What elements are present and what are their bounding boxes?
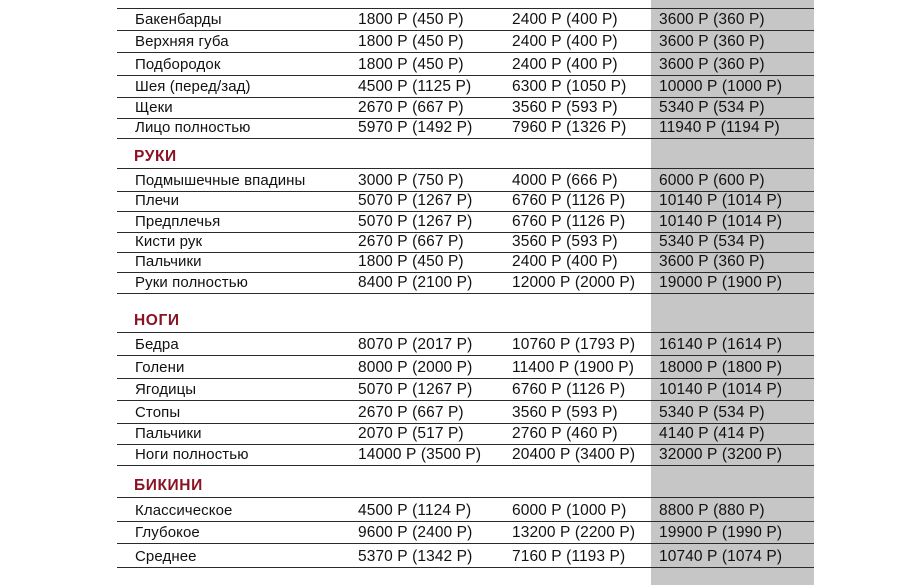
price-package-3: 18000 Р (1800 Р) [659,359,783,376]
price-package-3: 5340 Р (534 Р) [659,404,765,421]
price-package-2: 7160 Р (1193 Р) [512,548,626,565]
price-row [0,54,904,76]
price-package-2: 6760 Р (1126 Р) [512,381,626,398]
price-package-3: 8800 Р (880 Р) [659,502,765,519]
price-row [0,97,904,119]
service-name: Ноги полностью [135,446,249,463]
price-row [0,546,904,568]
price-package-2: 2400 Р (400 Р) [512,253,618,270]
service-name: Среднее [135,548,197,565]
price-package-1: 2670 Р (667 Р) [358,99,464,116]
row-divider [117,293,814,294]
price-package-1: 8400 Р (2100 Р) [358,274,473,291]
service-name: Стопы [135,404,181,421]
service-name: Ягодицы [135,381,197,398]
price-package-1: 5070 Р (1267 Р) [358,381,473,398]
price-package-2: 11400 Р (1900 Р) [512,359,634,376]
price-package-2: 13200 Р (2200 Р) [512,524,636,541]
price-row [0,31,904,53]
price-package-3: 3600 Р (360 Р) [659,33,765,50]
price-package-3: 11940 Р (1194 Р) [659,119,780,136]
service-name: Голени [135,359,185,376]
section-title: БИКИНИ [134,477,203,494]
row-divider [117,138,814,139]
price-package-1: 14000 Р (3500 Р) [358,446,482,463]
price-package-1: 2670 Р (667 Р) [358,233,464,250]
price-row [0,522,904,544]
price-row [0,444,904,466]
price-package-3: 10000 Р (1000 Р) [659,78,783,95]
price-package-2: 3560 Р (593 Р) [512,233,618,250]
section-divider [117,497,814,498]
section-title: НОГИ [134,312,180,329]
price-package-3: 19000 Р (1900 Р) [659,274,783,291]
price-row [0,211,904,233]
service-name: Бедра [135,336,179,353]
price-package-1: 2670 Р (667 Р) [358,404,464,421]
price-row [0,334,904,356]
service-name: Верхняя губа [135,33,229,50]
row-divider [117,567,814,568]
price-package-3: 16140 Р (1614 Р) [659,336,783,353]
price-package-3: 10140 Р (1014 Р) [659,381,783,398]
price-package-2: 3560 Р (593 Р) [512,404,618,421]
price-package-2: 12000 Р (2000 Р) [512,274,636,291]
row-divider [117,52,814,53]
section-divider [117,168,814,169]
price-package-2: 2400 Р (400 Р) [512,33,618,50]
price-package-2: 6000 Р (1000 Р) [512,502,627,519]
row-divider [117,400,814,401]
price-package-1: 1800 Р (450 Р) [358,11,464,28]
price-row [0,170,904,192]
price-package-1: 8070 Р (2017 Р) [358,336,473,353]
price-package-1: 1800 Р (450 Р) [358,33,464,50]
price-package-2: 20400 Р (3400 Р) [512,446,636,463]
price-package-2: 10760 Р (1793 Р) [512,336,636,353]
price-package-1: 1800 Р (450 Р) [358,56,464,73]
price-package-1: 5070 Р (1267 Р) [358,213,473,230]
price-package-2: 4000 Р (666 Р) [512,172,618,189]
price-package-3: 3600 Р (360 Р) [659,56,765,73]
price-package-3: 5340 Р (534 Р) [659,99,765,116]
price-package-3: 5340 Р (534 Р) [659,233,765,250]
price-package-3: 3600 Р (360 Р) [659,11,765,28]
service-name: Щеки [135,99,173,116]
price-package-1: 5070 Р (1267 Р) [358,192,473,209]
price-package-3: 6000 Р (600 Р) [659,172,765,189]
price-package-2: 6760 Р (1126 Р) [512,192,626,209]
price-row [0,231,904,253]
service-name: Классическое [135,502,233,519]
price-package-2: 3560 Р (593 Р) [512,99,618,116]
price-package-1: 5970 Р (1492 Р) [358,119,473,136]
service-name: Предплечья [135,213,221,230]
price-package-3: 32000 Р (3200 Р) [659,446,783,463]
service-name: Подбородок [135,56,221,73]
price-row [0,500,904,522]
price-package-2: 2760 Р (460 Р) [512,425,618,442]
price-row [0,251,904,273]
price-row [0,357,904,379]
price-package-2: 2400 Р (400 Р) [512,56,618,73]
service-name: Руки полностью [135,274,248,291]
price-package-1: 5370 Р (1342 Р) [358,548,473,565]
price-package-3: 10740 Р (1074 Р) [659,548,783,565]
row-divider [117,543,814,544]
price-row [0,190,904,212]
service-name: Подмышечные впадины [135,172,306,189]
service-name: Глубокое [135,524,200,541]
price-row [0,379,904,401]
price-row [0,272,904,294]
top-divider [117,8,814,9]
service-name: Плечи [135,192,180,209]
price-package-2: 6760 Р (1126 Р) [512,213,626,230]
service-name: Лицо полностью [135,119,251,136]
price-package-1: 8000 Р (2000 Р) [358,359,473,376]
price-package-1: 9600 Р (2400 Р) [358,524,473,541]
price-package-1: 3000 Р (750 Р) [358,172,464,189]
price-row [0,117,904,139]
price-package-3: 3600 Р (360 Р) [659,253,765,270]
price-package-1: 2070 Р (517 Р) [358,425,464,442]
service-name: Пальчики [135,425,202,442]
price-package-3: 4140 Р (414 Р) [659,425,765,442]
price-package-2: 7960 Р (1326 Р) [512,119,627,136]
service-name: Шея (перед/зад) [135,78,251,95]
service-name: Бакенбарды [135,11,222,28]
price-row [0,402,904,424]
price-package-1: 4500 Р (1124 Р) [358,502,472,519]
price-package-2: 2400 Р (400 Р) [512,11,618,28]
price-package-1: 1800 Р (450 Р) [358,253,464,270]
price-package-2: 6300 Р (1050 Р) [512,78,627,95]
section-title: РУКИ [134,148,177,165]
price-package-3: 19900 Р (1990 Р) [659,524,783,541]
price-package-3: 10140 Р (1014 Р) [659,192,783,209]
price-package-1: 4500 Р (1125 Р) [358,78,472,95]
price-row [0,76,904,98]
service-name: Пальчики [135,253,202,270]
price-row [0,9,904,31]
service-name: Кисти рук [135,233,203,250]
row-divider [117,465,814,466]
section-divider [117,332,814,333]
price-package-3: 10140 Р (1014 Р) [659,213,783,230]
row-divider [117,355,814,356]
price-row [0,423,904,445]
